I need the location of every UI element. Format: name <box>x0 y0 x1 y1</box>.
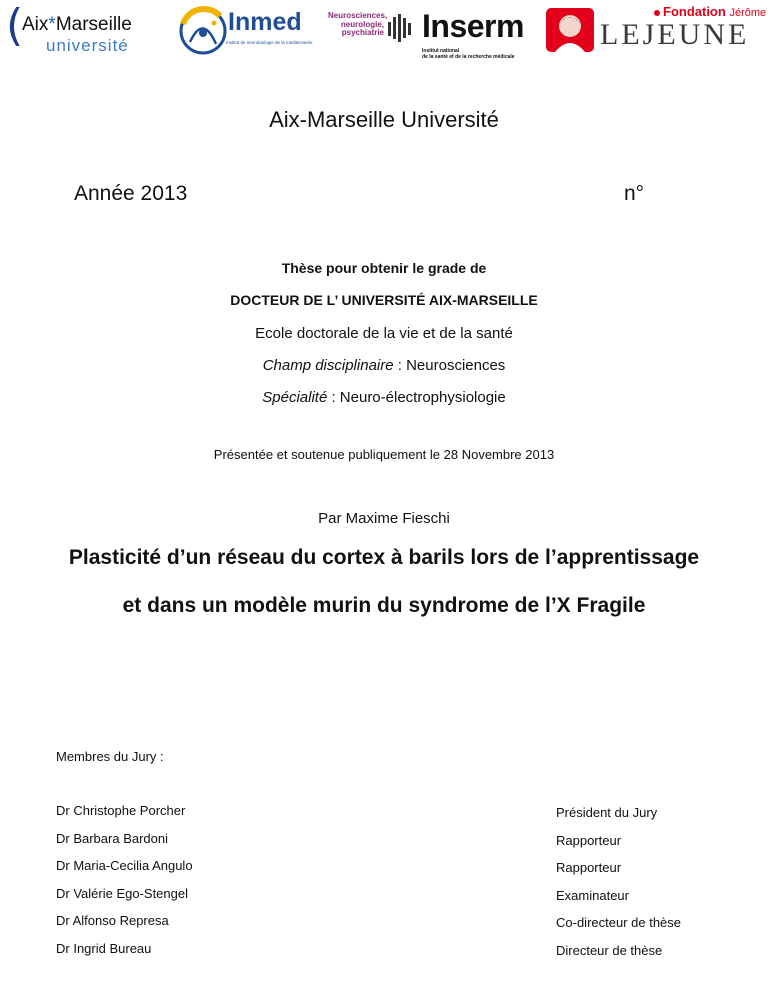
jury-heading: Membres du Jury : <box>56 749 164 764</box>
defense-date: Présentée et soutenue publiquement le 28 Novembre 2013 <box>213 447 555 462</box>
jury-member <box>56 858 736 886</box>
jury-member-role: Président du Jury <box>556 805 658 820</box>
inserm-logo <box>328 8 544 66</box>
doctoral-school: Ecole doctorale de la vie et de la santé <box>255 325 513 342</box>
jury-member-role: Examinateur <box>556 887 629 903</box>
university-name: Aix-Marseille Université <box>269 107 499 132</box>
inserm-subtitle: Institut national de la santé et de la recherche médicale <box>422 48 515 60</box>
jury-member-name: Dr Maria-Cecilia Angulo <box>56 858 193 873</box>
inmed-logo <box>176 2 324 58</box>
disciplinary-field: Champ disciplinaire : Neurosciences <box>262 357 506 374</box>
inserm-bars-icon <box>388 14 414 42</box>
amu-bracket-icon: ( <box>6 0 24 51</box>
inserm-name: Inserm <box>422 8 524 44</box>
inmed-globe-icon <box>176 2 228 58</box>
jury-member <box>56 941 736 969</box>
lejeune-dot-icon <box>654 10 660 16</box>
jury-member <box>56 886 736 914</box>
jury-member-name: Dr Christophe Porcher <box>56 803 186 818</box>
jury-member-name: Dr Valérie Ego-Stengel <box>56 885 188 901</box>
thesis-degree: DOCTEUR DE L’ UNIVERSITÉ AIX-MARSEILLE <box>230 292 538 308</box>
jury-member <box>56 803 736 831</box>
lejeune-fondation-label: Fondation Jérôme <box>654 4 766 19</box>
amu-star-icon: * <box>48 14 56 35</box>
inserm-itmo-text: Neurosciences, neurologie, psychiatrie <box>328 11 388 37</box>
jury-list <box>56 803 736 968</box>
jury-member-name: Dr Barbara Bardoni <box>56 830 168 846</box>
author: Par Maxime Fieschi <box>318 510 450 527</box>
jury-member-name: Dr Ingrid Bureau <box>56 940 152 956</box>
aix-marseille-logo <box>6 0 158 56</box>
amu-logo-line2: université <box>46 36 129 55</box>
specialty: Spécialité : Neuro-électrophysiologie <box>262 389 506 406</box>
inmed-subtitle: Institut de neurobiologie de la méditerranée <box>226 40 313 45</box>
jury-member-name: Dr Alfonso Represa <box>56 913 169 928</box>
inmed-name: Inmed <box>228 8 302 36</box>
lejeune-portrait-icon <box>546 8 594 52</box>
jury-member <box>56 913 736 941</box>
jury-member-role: Rapporteur <box>556 832 622 848</box>
year-label: Année 2013 <box>74 182 188 205</box>
thesis-title-line2: et dans un modèle murin du syndrome de l’X Fragile <box>122 594 646 617</box>
jury-member-role: Co-directeur de thèse <box>556 915 682 930</box>
jury-member <box>56 831 736 859</box>
thesis-purpose: Thèse pour obtenir le grade de <box>281 260 487 276</box>
lejeune-name: LEJEUNE <box>600 18 750 51</box>
jury-member-role: Directeur de thèse <box>556 942 663 958</box>
amu-logo-line1: Aix*Marseille <box>22 14 132 35</box>
thesis-number-label: n° <box>624 182 645 205</box>
fondation-lejeune-logo <box>546 4 767 52</box>
thesis-title-line1: Plasticité d’un réseau du cortex à barils lors de l’apprentissage <box>68 546 700 569</box>
jury-member-role: Rapporteur <box>556 860 622 875</box>
